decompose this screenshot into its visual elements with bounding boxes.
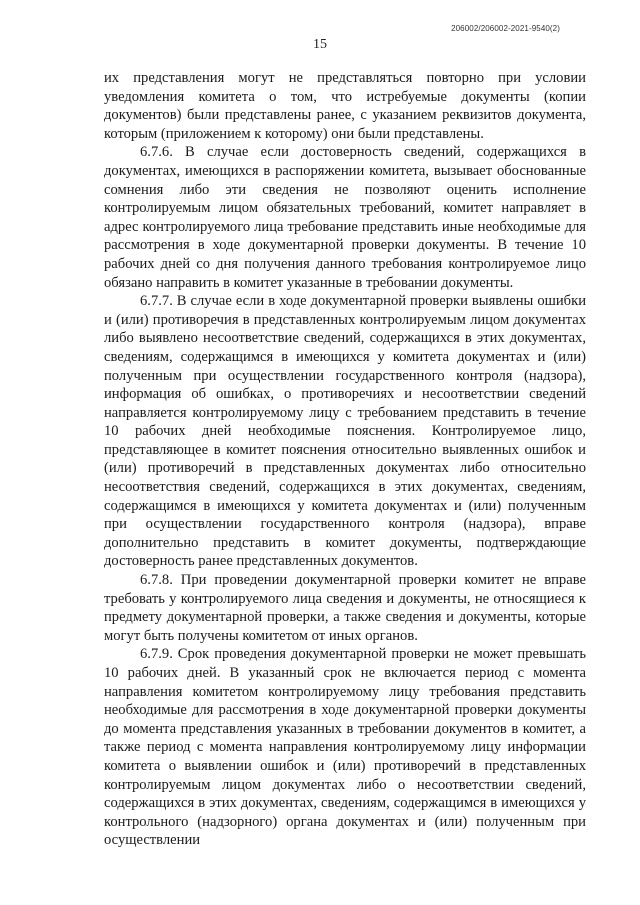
document-body: [104, 69, 586, 850]
paragraph-6-7-9: 6.7.9. Срок проведения документарной проверки не может превышать 10 рабочих дней. В указанный срок не включается период с момента направления комитетом контролируемому лицу требования представить необходимые для рассмотрения в ходе документарной проверки документы до момента представления указанных в требовании документов в комитет, а также период с момента направления контролируемому лицу информации комитета о выявлении ошибок и (или) противоречий в представленных контролируемым лицом документах либо о несоответствии сведений, содержащихся в этих документах, сведениям, содержащимся в имеющихся у контрольного (надзорного) органа документах и (или) полученным при осуществлении: [104, 646, 586, 849]
paragraph-6-7-8: 6.7.8. При проведении документарной проверки комитет не вправе требовать у контролируемого лица сведения и документы, не относящиеся к предмету документарной проверки, а также сведения и документы, которые могут быть получены комитетом от иных органов.: [104, 572, 586, 644]
paragraph-6-7-7: 6.7.7. В случае если в ходе документарной проверки выявлены ошибки и (или) противоречия в представленных контролируемым лицом документах либо выявлено несоответствие сведений, содержащихся в этих документах, сведениям, содержащимся в имеющихся у комитета документах и (или) полученным при осуществлении государственного контроля (надзора), информация об ошибках, о противоречиях и несоответствии сведений направляется контролируемому лицу с требованием представить в течение 10 рабочих дней необходимые пояснения. Контролируемое лицо, представляющее в комитет пояснения относительно выявленных ошибок и (или) противоречий в представленных документах либо относительно несоответствия сведений, содержащихся в этих документах, сведениям, содержащимся в имеющихся у комитета документах и (или) полученным при осуществлении государственного контроля (надзора), вправе дополнительно представить в комитет документы, подтверждающие достоверность ранее представленных документов.: [104, 293, 586, 570]
page-number: 15: [313, 37, 327, 52]
paragraph-continuation: их представления могут не представляться повторно при условии уведомления комитета о том, что истребуемые документы (копии документов) были представлены ранее, с указанием реквизитов документа, которым (приложением к которому) они были представлены.: [104, 70, 586, 142]
paragraph-6-7-6: 6.7.6. В случае если достоверность сведений, содержащихся в документах, имеющихся в распоряжении комитета, вызывает обоснованные сомнения либо эти сведения не позволяют оценить исполнение контролируемым лицом обязательных требований, комитет направляет в адрес контролируемого лица требование представить иные необходимые для рассмотрения в ходе документарной проверки документы. В течение 10 рабочих дней со дня получения данного требования контролируемое лицо обязано направить в комитет указанные в требовании документы.: [104, 144, 586, 291]
document-registration-number: 206002/206002-2021-9540(2): [451, 24, 560, 33]
